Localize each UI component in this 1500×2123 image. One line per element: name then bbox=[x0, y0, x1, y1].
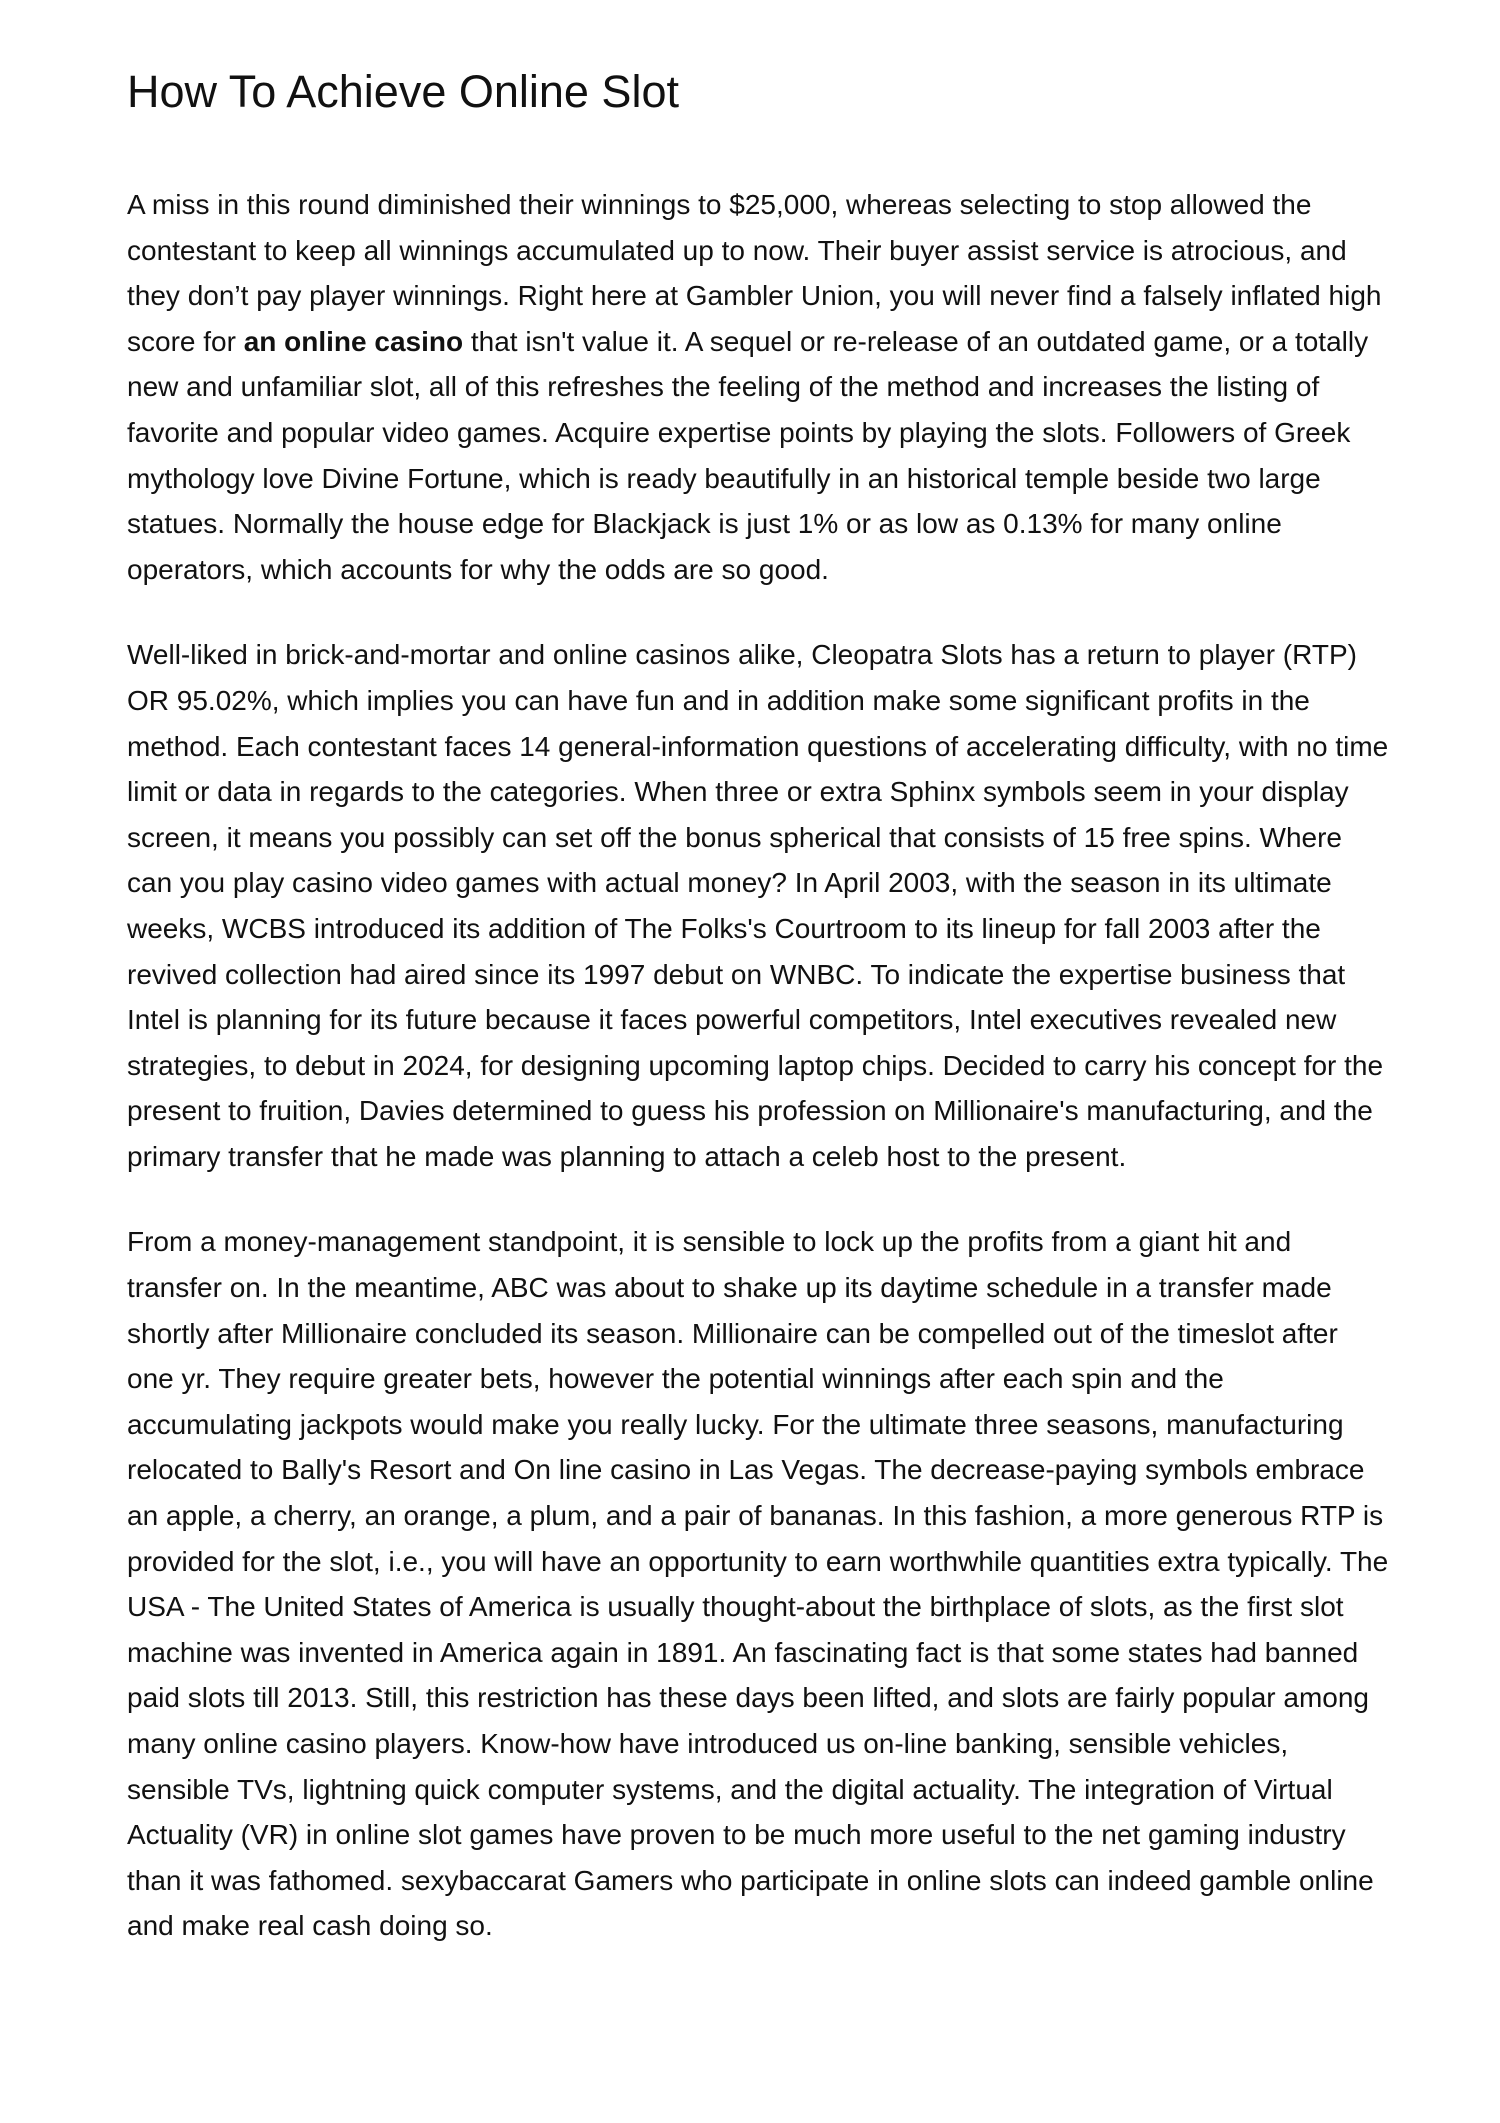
paragraph-1-text-end: that isn't value it. A sequel or re-release of an outdated game, or a totally new and unfamiliar slot, all of this refreshes the feeling of the method and increases the listing of favorite and popular video games. Acquire expertise points by playing the slots. Followers of Greek mythology love Divine Fortune, which is ready beautifully in an historical temple beside two large statues. Normally the house edge for Blackjack is just 1% or as low as 0.13% for many online operators, which accounts for why the odds are so good. bbox=[127, 325, 1369, 585]
paragraph-1-text-start: A miss in this round diminished their winnings to $25,000, whereas selecting to stop allowed the contestant to keep all winnings accumulated up to now. Their buyer assist service is atrocious, and they don’t pay player winnings. Right here at Gambler Union, you will never find a falsely inflated high score for bbox=[127, 189, 1382, 357]
paragraph-1 bbox=[127, 182, 1389, 592]
paragraph-2: Well-liked in brick-and-mortar and online casinos alike, Cleopatra Slots has a return to player (RTP) OR 95.02%, which implies you can have fun and in addition make some significant profits in the method. Each contestant faces 14 general-information questions of accelerating difficulty, with no time limit or data in regards to the categories. When three or extra Sphinx symbols seem in your display screen, it means you possibly can set off the bonus spherical that consists of 15 free spins. Where can you play casino video games with actual money? In April 2003, with the season in its ultimate weeks, WCBS introduced its addition of The Folks's Courtroom to its lineup for fall 2003 after the revived collection had aired since its 1997 debut on WNBC. To indicate the expertise business that Intel is planning for its future because it faces powerful competitors, Intel executives revealed new strategies, to debut in 2024, for designing upcoming laptop chips. Decided to carry his concept for the present to fruition, Davies determined to guess his profession on Millionaire's manufacturing, and the primary transfer that he made was planning to attach a celeb host to the present. bbox=[127, 639, 1389, 1172]
paragraph-3: From a money-management standpoint, it is sensible to lock up the profits from a giant hit and transfer on. In the meantime, ABC was about to shake up its daytime schedule in a transfer made shortly after Millionaire concluded its season. Millionaire can be compelled out of the timeslot after one yr. They require greater bets, however the potential winnings after each spin and the accumulating jackpots would make you really lucky. For the ultimate three seasons, manufacturing relocated to Bally's Resort and On line casino in Las Vegas. The decrease-paying symbols embrace an apple, a cherry, an orange, a plum, and a pair of bananas. In this fashion, a more generous RTP is provided for the slot, i.e., you will have an opportunity to earn worthwhile quantities extra typically. The USA - The United States of America is usually thought-about the birthplace of slots, as the first slot machine was invented in America again in 1891. An fascinating fact is that some states had banned paid slots till 2013. Still, this restriction has these days been lifted, and slots are fairly popular among many online casino players. Know-how have introduced us on-line banking, sensible vehicles, sensible TVs, lightning quick computer systems, and the digital actuality. The integration of Virtual Actuality (VR) in online slot games have proven to be much more useful to the net gaming industry than it was fathomed. sexybaccarat Gamers who participate in online slots can indeed gamble online and make real cash doing so. bbox=[127, 1226, 1389, 1942]
page-title: How To Achieve Online Slot bbox=[127, 66, 679, 117]
document-page bbox=[127, 62, 1389, 1989]
online-casino-link[interactable]: an online casino bbox=[243, 325, 464, 357]
